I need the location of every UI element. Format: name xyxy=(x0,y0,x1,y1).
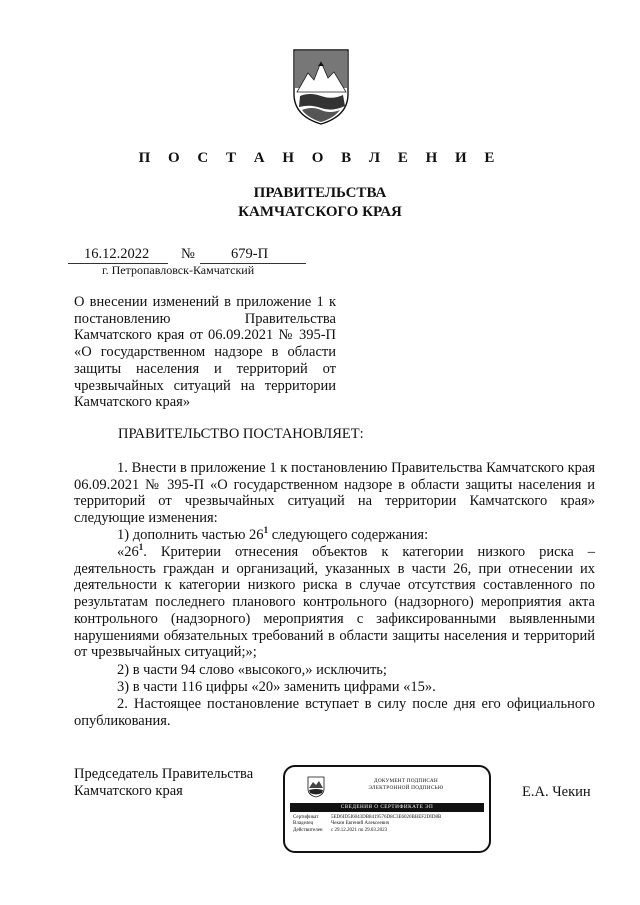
coat-of-arms-emblem xyxy=(290,48,352,126)
body-paragraph-3 xyxy=(74,544,595,661)
certificate-value: 5ED6ID5I6043DB8419576D8C3E6020BBEF2DID8B xyxy=(331,815,442,820)
document-subject: О внесении изменений в приложение 1 к постановлению Правительства Камчатского края от 06.09.2021 № 395-П «О государственном надзоре в области защиты населения и территорий от чрезвычайных ситуаций на территории Камчатского края» xyxy=(74,294,336,411)
stamp-details xyxy=(293,815,483,834)
signatory-title-line-2: Камчатского края xyxy=(74,783,183,799)
signatory-title-line-1: Председатель Правительства xyxy=(74,766,254,782)
document-date: 16.12.2022 xyxy=(84,246,150,262)
stamp-header-line-2: ЭЛЕКТРОННОЙ ПОДПИСЬЮ xyxy=(368,784,444,791)
certificate-label: Сертификат xyxy=(293,815,319,820)
decree-heading: ПРАВИТЕЛЬСТВО ПОСТАНОВЛЯЕТ: xyxy=(118,426,364,442)
document-number: 679-П xyxy=(231,246,269,262)
body-paragraph-4: 2) в части 94 слово «высокого,» исключить; xyxy=(117,662,387,678)
body-paragraph-2 xyxy=(74,527,595,544)
superscript: 1 xyxy=(138,542,144,553)
validity-value: с 29.12.2021 по 29.03.2023 xyxy=(331,827,388,833)
stamp-header-line-1: ДОКУМЕНТ ПОДПИСАН xyxy=(374,778,438,784)
paragraph-2-tail: следующего содержания: xyxy=(268,527,429,543)
issuer-line-1: ПРАВИТЕЛЬСТВА xyxy=(253,185,387,201)
stamp-row xyxy=(293,828,483,834)
document-type-title: П О С Т А Н О В Л Е Н И Е xyxy=(138,150,502,166)
number-sign: № xyxy=(181,246,195,262)
owner-value: Чекин Евгений Алексеевич xyxy=(331,821,390,827)
body-paragraph-6: 2. Настоящее постановление вступает в силу после дня его официального опубликования. xyxy=(74,696,595,729)
validity-label: Действителен xyxy=(293,827,323,833)
issuer-line-2: КАМЧАТСКОГО КРАЯ xyxy=(238,204,402,220)
stamp-emblem-icon xyxy=(307,776,325,798)
signatory-name: Е.А. Чекин xyxy=(522,784,591,800)
signatory-title xyxy=(74,766,253,800)
superscript: 1 xyxy=(263,525,269,536)
paragraph-2-text: 1) дополнить частью 26 xyxy=(117,527,264,543)
paragraph-3-text: . Критерии отнесения объектов к категории низкого риска – деятельность граждан и организаций, указанных в части 26, при отнесении их деятельности к категории низкого риска в случае отсутствия составленного по результатам последнего планового контрольного (надзорного) мероприятия акта контрольного (надзорного) мероприятия с зафиксированными выявленными нарушениями обязательных требований в области защиты населения и территорий от чрезвычайных ситуаций;»; xyxy=(74,544,595,661)
paragraph-3-start: «26 xyxy=(117,544,139,560)
stamp-header xyxy=(331,778,481,791)
document-city: г. Петропавловск-Камчатский xyxy=(102,263,255,277)
body-paragraph-1: 1. Внести в приложение 1 к постановлению Правительства Камчатского края 06.09.2021 № 395-П «О государственном надзоре в области защиты населения и территорий от чрезвычайных ситуаций на территории Камчатского края» следующие изменения: xyxy=(74,460,595,527)
owner-label: Владелец xyxy=(293,821,314,827)
body-paragraph-5: 3) в части 116 цифры «20» заменить цифрами «15». xyxy=(117,679,436,695)
electronic-signature-stamp xyxy=(283,765,491,853)
stamp-band: СВЕДЕНИЯ О СЕРТИФИКАТЕ ЭП xyxy=(290,803,484,812)
